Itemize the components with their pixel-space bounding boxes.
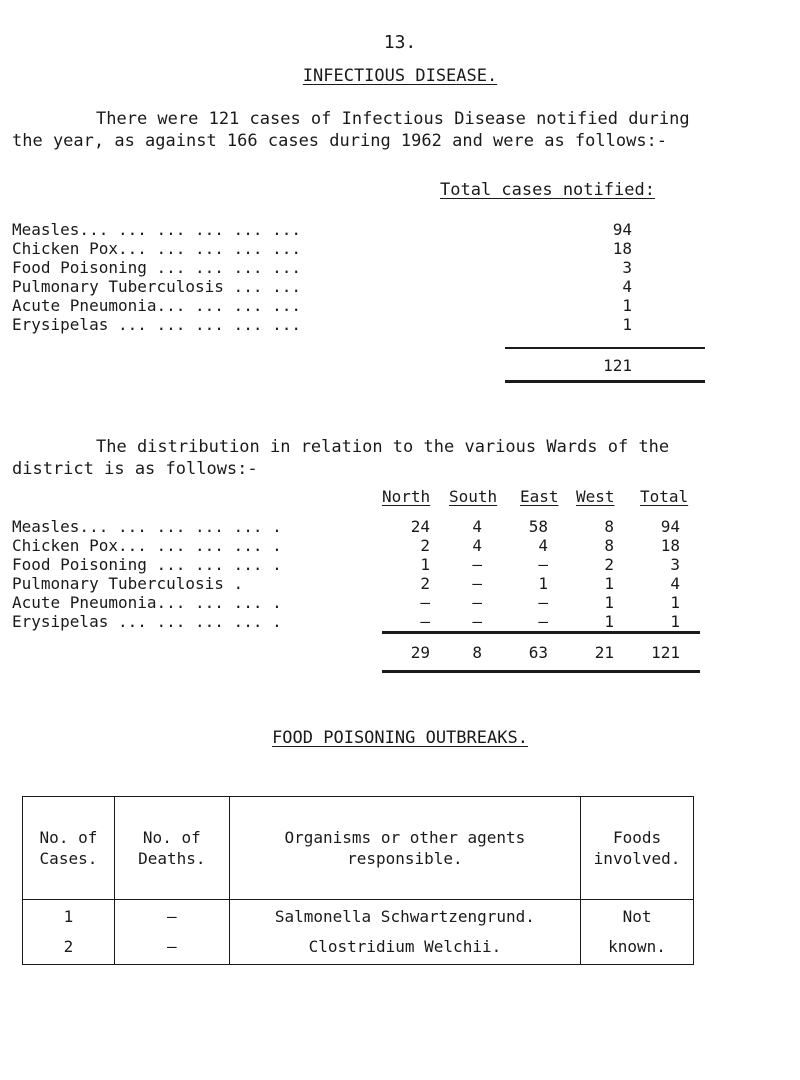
header-foods: Foods involved.: [581, 797, 694, 900]
ward-header-total: Total: [640, 487, 689, 506]
west-total: 21: [594, 643, 614, 662]
south-value: –: [472, 555, 482, 574]
deaths-value: –: [167, 937, 177, 956]
grand-total: 121: [651, 643, 680, 662]
totals-row: [12, 220, 702, 239]
organism-value: Clostridium Welchii.: [308, 937, 502, 956]
ward-header-south: South: [449, 487, 498, 506]
total-value: 1: [622, 296, 632, 315]
north-value: 2: [420, 574, 430, 593]
total-value: 18: [660, 536, 680, 555]
wards-row: [12, 517, 732, 536]
total-value: 4: [670, 574, 680, 593]
ward-header-north: North: [382, 487, 431, 506]
disease-label: Chicken Pox... ... ... ... ...: [12, 239, 301, 258]
organism-value: Salmonella Schwartzengrund.: [274, 907, 535, 926]
east-total: 63: [528, 643, 548, 662]
totals-table: [12, 220, 702, 334]
outbreaks-table: [22, 796, 694, 965]
east-value: –: [538, 612, 548, 631]
north-value: 2: [420, 536, 430, 555]
organisms-cell: [229, 900, 580, 965]
header-cases: No. of Cases.: [23, 797, 115, 900]
ward-header-west: West: [576, 487, 615, 506]
wards-table: [12, 517, 732, 631]
disease-label: Erysipelas ... ... ... ... .: [12, 612, 282, 631]
total-value: 4: [622, 277, 632, 296]
ward-header-east: East: [520, 487, 559, 506]
south-value: –: [472, 593, 482, 612]
north-value: –: [420, 593, 430, 612]
foods-cell: [581, 900, 694, 965]
west-value: 1: [604, 593, 614, 612]
outbreaks-header-row: [23, 797, 694, 900]
east-value: –: [538, 593, 548, 612]
south-value: –: [472, 574, 482, 593]
south-total: 8: [472, 643, 482, 662]
total-value: 18: [612, 239, 632, 258]
totals-row: [12, 296, 702, 315]
east-value: 4: [538, 536, 548, 555]
totals-bottom-rule: [505, 380, 705, 383]
totals-column-header: Total cases notified:: [440, 180, 655, 200]
total-value: 1: [670, 612, 680, 631]
wards-header-row: [0, 487, 800, 507]
south-value: –: [472, 612, 482, 631]
south-value: 4: [472, 536, 482, 555]
north-value: –: [420, 612, 430, 631]
cases-value: 2: [63, 937, 74, 956]
cases-cell: [23, 900, 115, 965]
disease-label: Erysipelas ... ... ... ... ...: [12, 315, 301, 334]
disease-label: Pulmonary Tuberculosis .: [12, 574, 244, 593]
totals-top-rule: [505, 347, 705, 349]
header-organisms: Organisms or other agents responsible.: [229, 797, 580, 900]
west-value: 8: [604, 517, 614, 536]
total-value: 94: [612, 220, 632, 239]
north-total: 29: [410, 643, 430, 662]
disease-label: Chicken Pox... ... ... ... .: [12, 536, 282, 555]
page-number: 13.: [383, 32, 417, 53]
totals-row: [12, 315, 702, 334]
foods-value: Not: [622, 907, 652, 926]
wards-bottom-rule: [382, 670, 700, 673]
totals-row: [12, 277, 702, 296]
east-value: 58: [528, 517, 548, 536]
disease-label: Food Poisoning ... ... ... .: [12, 555, 282, 574]
header-deaths: No. of Deaths.: [114, 797, 229, 900]
outbreaks-heading-text: FOOD POISONING OUTBREAKS.: [272, 728, 528, 748]
wards-top-rule: [382, 631, 700, 634]
foods-value: known.: [608, 937, 666, 956]
disease-label: Acute Pneumonia... ... ... .: [12, 593, 282, 612]
page-title-text: INFECTIOUS DISEASE.: [302, 66, 498, 86]
deaths-cell: [114, 900, 229, 965]
east-value: 1: [538, 574, 548, 593]
south-value: 4: [472, 517, 482, 536]
totals-row: [12, 239, 702, 258]
wards-row: [12, 593, 732, 612]
total-value: 1: [622, 315, 632, 334]
disease-label: Measles... ... ... ... ... .: [12, 517, 282, 536]
disease-label: Pulmonary Tuberculosis ... ...: [12, 277, 301, 296]
total-value: 3: [670, 555, 680, 574]
intro-paragraph: There were 121 cases of Infectious Disease notified during the year, as against 166 cases during 1962 and were as follows:-: [12, 109, 690, 151]
east-value: –: [538, 555, 548, 574]
grand-total: 121: [603, 356, 632, 375]
total-value: 94: [660, 517, 680, 536]
total-value: 1: [670, 593, 680, 612]
disease-label: Measles... ... ... ... ... ...: [12, 220, 301, 239]
wards-row: [12, 574, 732, 593]
west-value: 2: [604, 555, 614, 574]
wards-row: [12, 555, 732, 574]
outbreaks-body-row: [23, 900, 694, 965]
page-title: [0, 66, 800, 86]
north-value: 24: [410, 517, 430, 536]
west-value: 8: [604, 536, 614, 555]
wards-row: [12, 536, 732, 555]
wards-row: [12, 612, 732, 631]
north-value: 1: [420, 555, 430, 574]
totals-row: [12, 258, 702, 277]
outbreaks-heading: [0, 728, 800, 748]
wards-totals-row: [0, 643, 800, 663]
west-value: 1: [604, 612, 614, 631]
cases-value: 1: [63, 907, 74, 926]
west-value: 1: [604, 574, 614, 593]
deaths-value: –: [167, 907, 177, 926]
total-value: 3: [622, 258, 632, 277]
disease-label: Acute Pneumonia... ... ... ...: [12, 296, 301, 315]
distribution-paragraph: The distribution in relation to the various Wards of the district is as follows:-: [12, 437, 670, 479]
disease-label: Food Poisoning ... ... ... ...: [12, 258, 301, 277]
